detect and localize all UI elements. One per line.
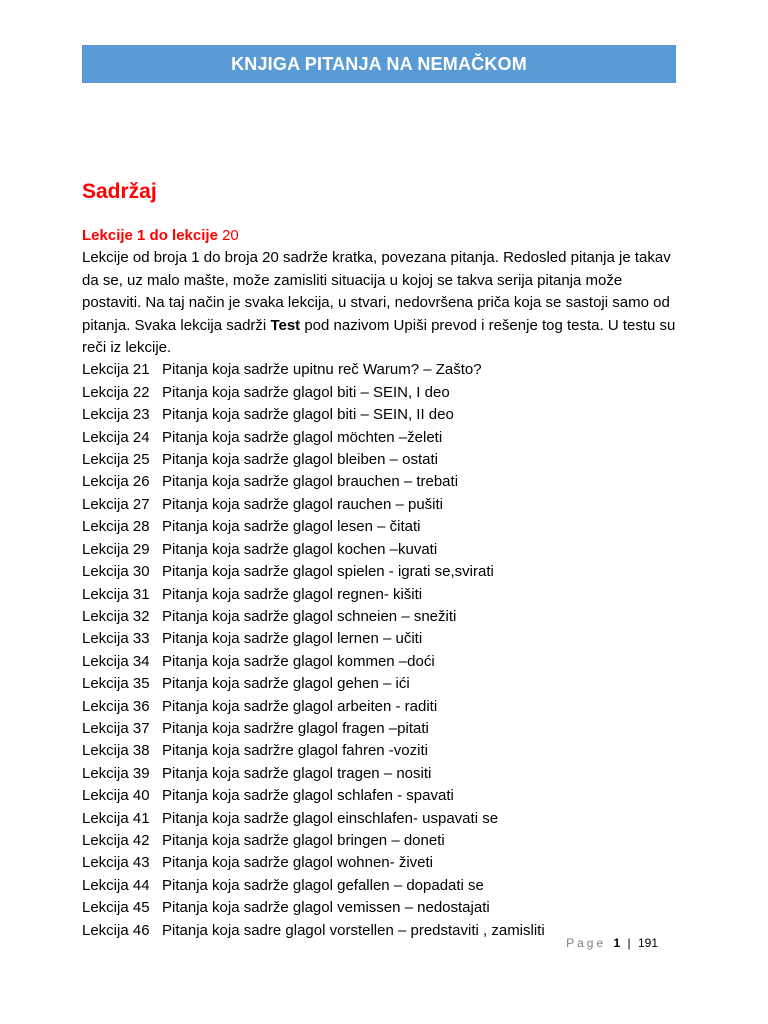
lesson-title: Pitanja koja sadrže glagol spielen - igrati se,svirati: [162, 563, 494, 581]
intro-paragraph: [82, 247, 682, 359]
lesson-item: [82, 494, 682, 516]
lesson-number: [82, 830, 162, 852]
total-pages: 191: [637, 936, 658, 950]
lesson-label: Lekcija: [82, 809, 129, 827]
lesson-title: Pitanja koja sadrže glagol schneien – snežiti: [162, 607, 457, 625]
lesson-label: Lekcija: [82, 764, 129, 782]
lesson-label: Lekcija: [82, 383, 129, 401]
lesson-label: Lekcija: [82, 607, 129, 625]
lesson-title: Pitanja koja sadrže glagol gefallen – dopadati se: [162, 876, 484, 894]
lesson-number: [82, 427, 162, 449]
lesson-label: Lekcija: [82, 675, 129, 693]
lesson-item: [82, 830, 682, 852]
lesson-number: [82, 740, 162, 762]
lesson-label: Lekcija: [82, 518, 129, 536]
lesson-label: Lekcija: [82, 361, 129, 379]
lesson-item: [82, 427, 682, 449]
toc-intro: [82, 247, 682, 359]
lesson-num: 32: [132, 607, 150, 625]
lesson-label: Lekcija: [82, 652, 129, 670]
lesson-item: [82, 449, 682, 471]
lesson-title: Pitanja koja sadrže glagol bleiben – ostati: [162, 451, 439, 469]
lesson-label: Lekcija: [82, 473, 129, 491]
lesson-num: 23: [132, 406, 150, 424]
lesson-number: [82, 359, 162, 381]
lesson-item: [82, 740, 682, 762]
intro-text: Lekcije od broja 1 do broja 20 sadrže kratka, povezana pitanja. Redosled pitanja je takav da se, uz malo mašte, može zamisliti situacija u kojoj se takva serija pitanja može postaviti. Na taj način je svaka lekcija, u stvari, nedovršena priča koja se sastoji samo od pitanja. Svaka lekcija sadrži: [82, 249, 671, 334]
lesson-item: [82, 584, 682, 606]
lesson-label: Lekcija: [82, 876, 129, 894]
lesson-item: [82, 628, 682, 650]
lesson-title: Pitanja koja sadrže glagol kochen –kuvati: [162, 540, 438, 558]
lesson-num: 40: [132, 787, 150, 805]
lesson-list: [82, 359, 682, 942]
lesson-num: 42: [132, 831, 150, 849]
lesson-item: [82, 852, 682, 874]
lesson-item: [82, 606, 682, 628]
lesson-num: 37: [132, 719, 150, 737]
page-footer: [566, 936, 658, 950]
lesson-number: [82, 808, 162, 830]
lesson-number: [82, 539, 162, 561]
lesson-title: Pitanja koja sadrže glagol einschlafen- uspavati se: [162, 809, 499, 827]
lesson-num: 44: [132, 876, 150, 894]
lesson-label: Lekcija: [82, 899, 129, 917]
toc-subheading: [82, 225, 682, 247]
lesson-num: 41: [132, 809, 150, 827]
lesson-number: [82, 920, 162, 942]
lesson-label: Lekcija: [82, 854, 129, 872]
lesson-label: Lekcija: [82, 540, 129, 558]
lesson-title: Pitanja koja sadre glagol vorstellen – predstaviti , zamisliti: [162, 921, 545, 939]
lesson-item: [82, 808, 682, 830]
lesson-number: [82, 561, 162, 583]
lesson-item: [82, 561, 682, 583]
subheading-label: Lekcije 1 do lekcije: [82, 227, 218, 244]
lesson-number: [82, 516, 162, 538]
lesson-title: Pitanja koja sadrže glagol arbeiten - raditi: [162, 697, 438, 715]
lesson-item: [82, 359, 682, 381]
document-title: KNJIGA PITANJA NA NEMAČKOM: [231, 53, 527, 74]
current-page-number: 1: [613, 936, 621, 950]
lesson-title: Pitanja koja sadrže glagol lernen – učiti: [162, 630, 423, 648]
subheading-number: 20: [222, 227, 239, 244]
toc-content: [82, 225, 682, 942]
lesson-num: 26: [132, 473, 150, 491]
lesson-num: 45: [132, 899, 150, 917]
lesson-title: Pitanja koja sadržre glagol fragen –pitati: [162, 719, 429, 737]
lesson-label: Lekcija: [82, 451, 129, 469]
lesson-title: Pitanja koja sadrže glagol gehen – ići: [162, 675, 410, 693]
lesson-label: Lekcija: [82, 742, 129, 760]
lesson-label: Lekcija: [82, 563, 129, 581]
page-word: Page: [566, 936, 607, 950]
lesson-num: 33: [132, 630, 150, 648]
lesson-title: Pitanja koja sadrže glagol möchten –želeti: [162, 428, 443, 446]
lesson-title: Pitanja koja sadrže glagol bringen – doneti: [162, 831, 445, 849]
lesson-label: Lekcija: [82, 630, 129, 648]
lesson-item: [82, 471, 682, 493]
lesson-number: [82, 404, 162, 426]
lesson-item: [82, 404, 682, 426]
lesson-item: [82, 875, 682, 897]
lesson-number: [82, 673, 162, 695]
lesson-num: 46: [132, 921, 150, 939]
lesson-title: Pitanja koja sadrže glagol tragen – nositi: [162, 764, 432, 782]
lesson-title: Pitanja koja sadrže glagol brauchen – trebati: [162, 473, 459, 491]
lesson-num: 35: [132, 675, 150, 693]
lesson-number: [82, 696, 162, 718]
lesson-num: 43: [132, 854, 150, 872]
lesson-num: 39: [132, 764, 150, 782]
lesson-title: Pitanja koja sadrže upitnu reč Warum? – Zašto?: [162, 361, 482, 379]
lesson-label: Lekcija: [82, 831, 129, 849]
lesson-number: [82, 584, 162, 606]
lesson-title: Pitanja koja sadrže glagol vemissen – nedostajati: [162, 899, 490, 917]
lesson-num: 31: [132, 585, 150, 603]
lesson-title: Pitanja koja sadrže glagol rauchen – pušiti: [162, 495, 444, 513]
lesson-number: [82, 852, 162, 874]
lesson-item: [82, 696, 682, 718]
lesson-item: [82, 651, 682, 673]
lesson-title: Pitanja koja sadrže glagol lesen – čitati: [162, 518, 421, 536]
lesson-title: Pitanja koja sadrže glagol schlafen - spavati: [162, 787, 454, 805]
lesson-title: Pitanja koja sadržre glagol fahren -voziti: [162, 742, 428, 760]
lesson-item: [82, 382, 682, 404]
lesson-number: [82, 875, 162, 897]
lesson-number: [82, 606, 162, 628]
lesson-title: Pitanja koja sadrže glagol wohnen- živeti: [162, 854, 433, 872]
lesson-num: 34: [132, 652, 150, 670]
lesson-number: [82, 651, 162, 673]
lesson-title: Pitanja koja sadrže glagol regnen- kišiti: [162, 585, 423, 603]
lesson-num: 28: [132, 518, 150, 536]
lesson-label: Lekcija: [82, 719, 129, 737]
lesson-label: Lekcija: [82, 585, 129, 603]
title-banner: [82, 45, 676, 83]
lesson-item: [82, 516, 682, 538]
lesson-num: 22: [132, 383, 150, 401]
lesson-label: Lekcija: [82, 787, 129, 805]
lesson-number: [82, 718, 162, 740]
lesson-item: [82, 539, 682, 561]
lesson-num: 21: [132, 361, 150, 379]
lesson-item: [82, 763, 682, 785]
lesson-number: [82, 449, 162, 471]
lesson-number: [82, 897, 162, 919]
lesson-number: [82, 763, 162, 785]
lesson-title: Pitanja koja sadrže glagol biti – SEIN, I deo: [162, 383, 450, 401]
lesson-num: 38: [132, 742, 150, 760]
lesson-number: [82, 628, 162, 650]
lesson-num: 27: [132, 495, 150, 513]
lesson-item: [82, 673, 682, 695]
intro-test-word: Test: [270, 316, 301, 334]
lesson-item: [82, 897, 682, 919]
lesson-label: Lekcija: [82, 406, 129, 424]
lesson-label: Lekcija: [82, 428, 129, 446]
lesson-num: 24: [132, 428, 150, 446]
lesson-title: Pitanja koja sadrže glagol kommen –doći: [162, 652, 435, 670]
lesson-number: [82, 382, 162, 404]
lesson-label: Lekcija: [82, 921, 129, 939]
lesson-label: Lekcija: [82, 495, 129, 513]
lesson-title: Pitanja koja sadrže glagol biti – SEIN, II deo: [162, 406, 454, 424]
lesson-num: 30: [132, 563, 150, 581]
toc-heading: Sadržaj: [82, 180, 157, 203]
lesson-number: [82, 471, 162, 493]
lesson-item: [82, 718, 682, 740]
lesson-number: [82, 494, 162, 516]
lesson-label: Lekcija: [82, 697, 129, 715]
lesson-num: 29: [132, 540, 150, 558]
lesson-number: [82, 785, 162, 807]
lesson-num: 36: [132, 697, 150, 715]
intro-text-end: pod nazivom Upiši prevod i rešenje tog testa. U testu su reči iz lekcije.: [82, 316, 676, 357]
lesson-item: [82, 785, 682, 807]
lesson-num: 25: [132, 451, 150, 469]
page-separator: |: [627, 936, 631, 950]
